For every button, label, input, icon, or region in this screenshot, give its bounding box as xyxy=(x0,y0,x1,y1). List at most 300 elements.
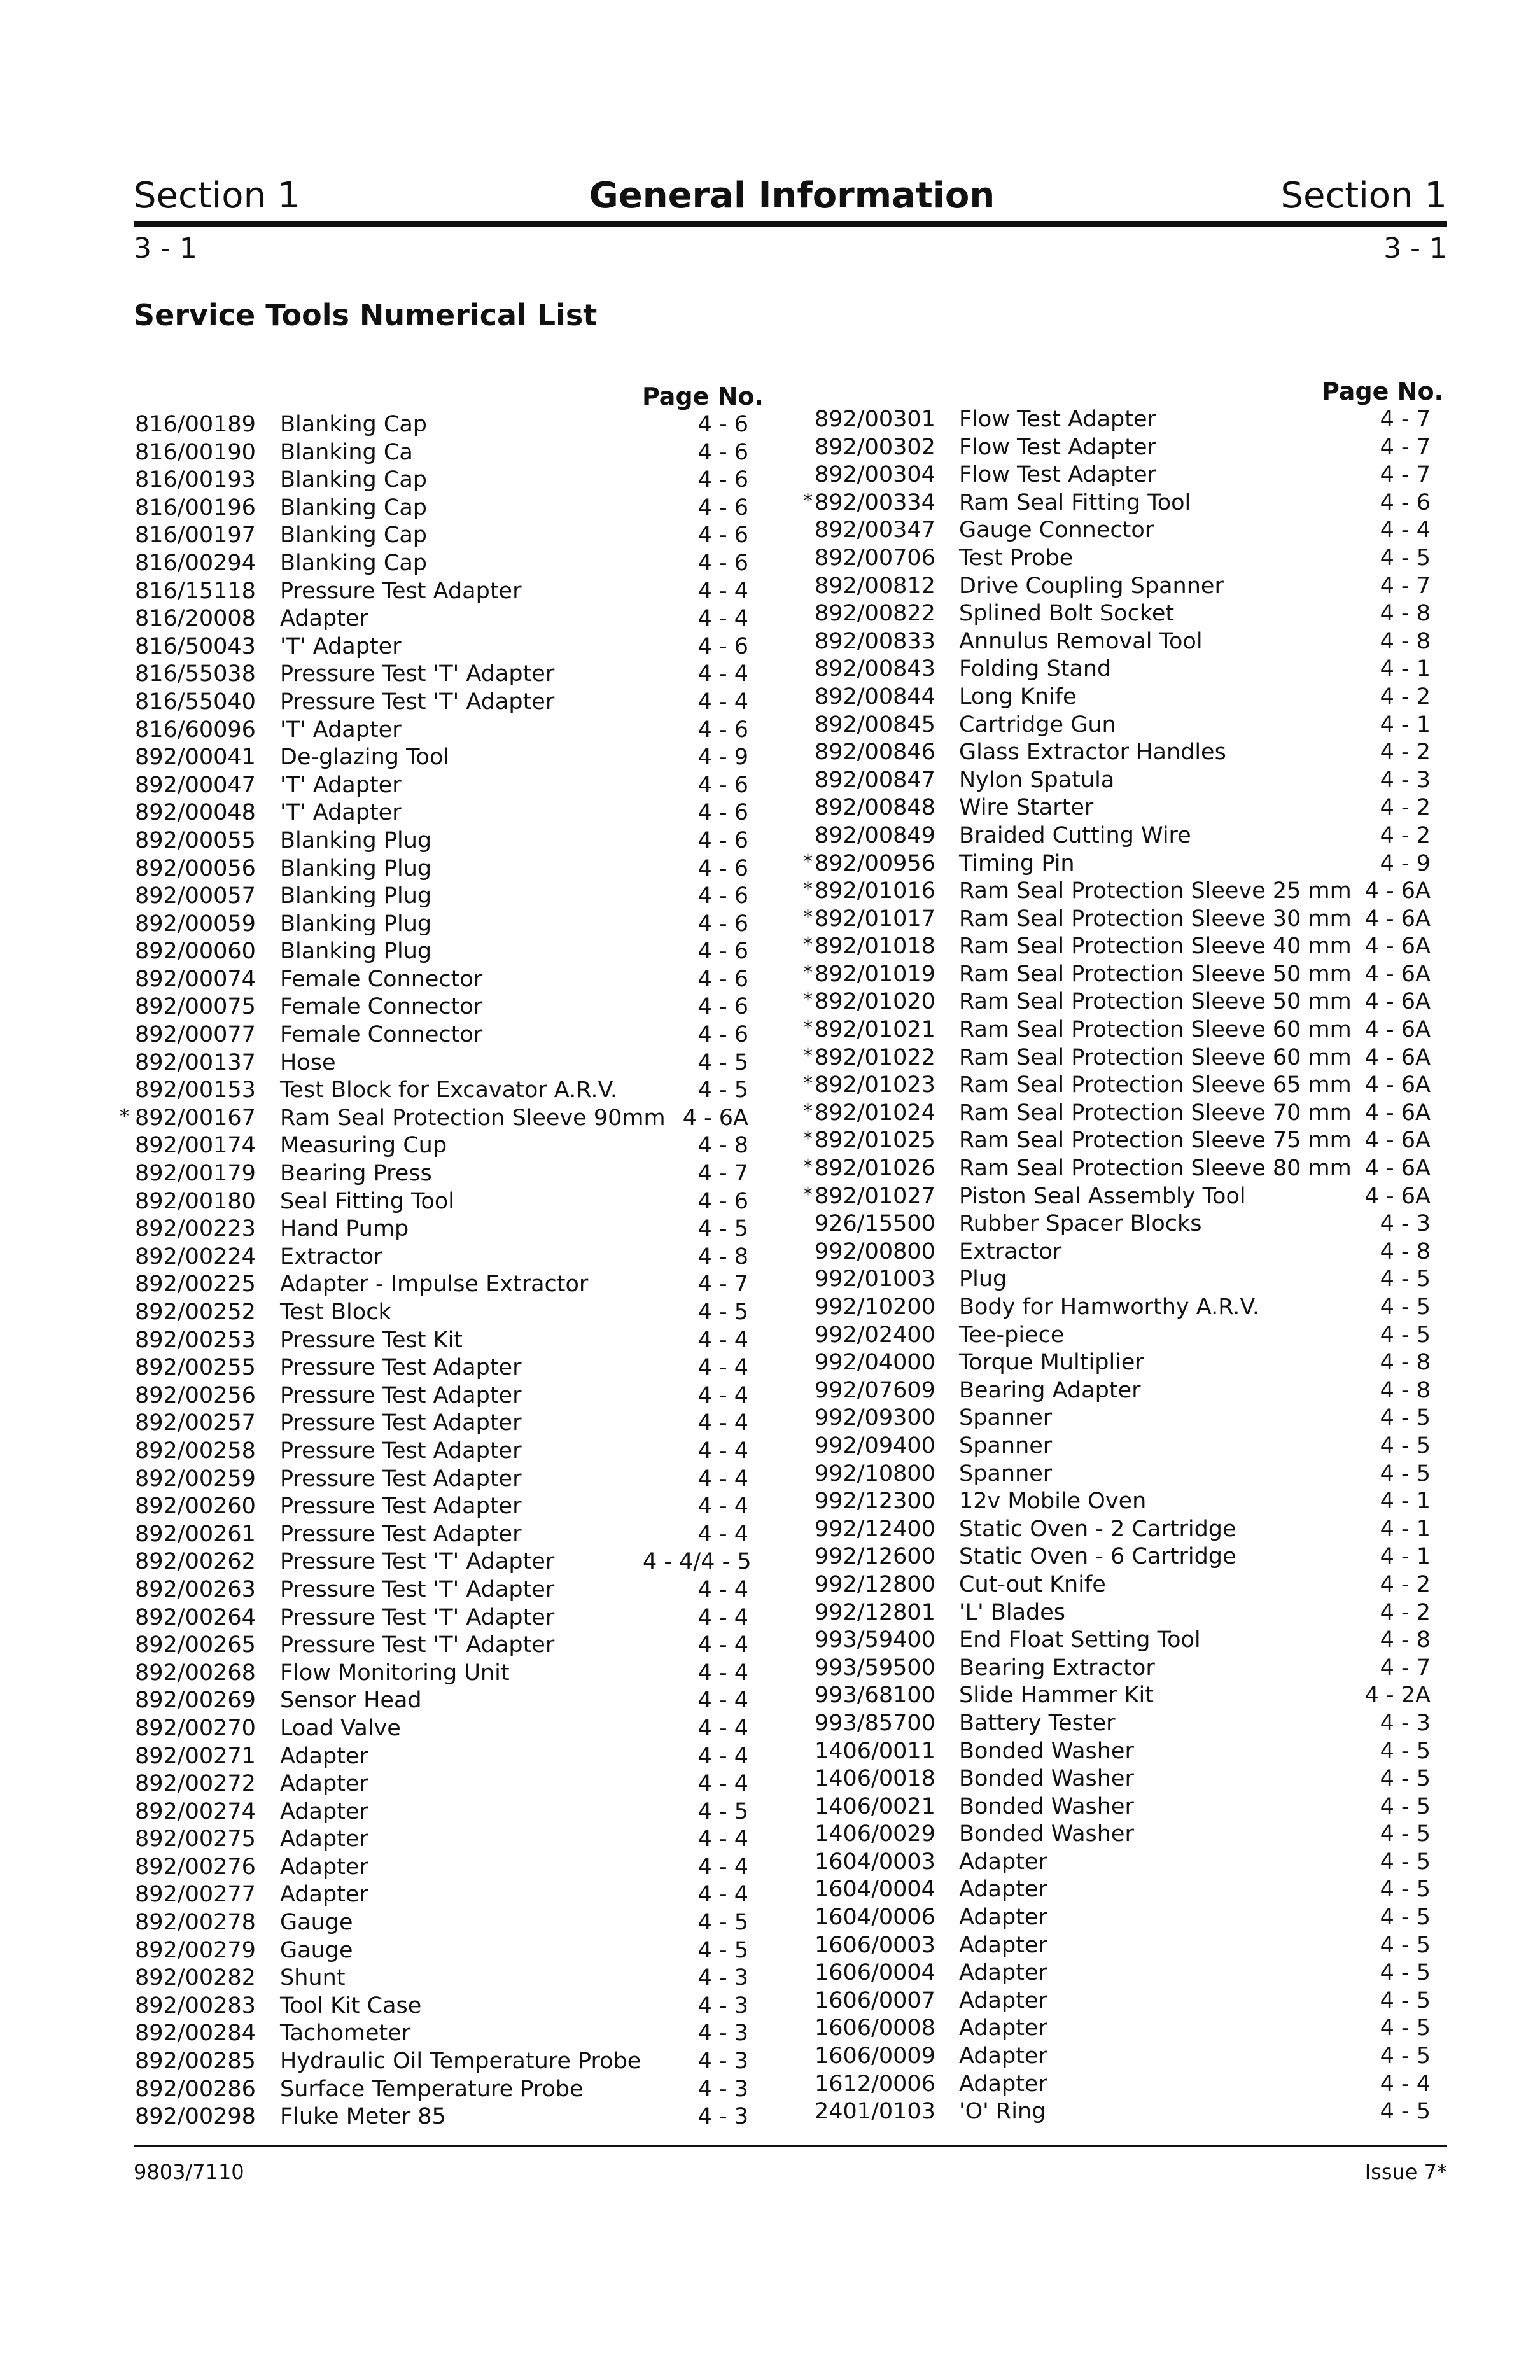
table-row xyxy=(115,966,783,994)
table-row xyxy=(795,1460,1457,1488)
revision-marker: * xyxy=(803,1072,813,1095)
part-number: 816/00189 xyxy=(135,412,256,437)
page-number: 4 - 4 xyxy=(697,1576,748,1602)
part-number: 1604/0004 xyxy=(815,1877,935,1903)
page-number: 4 - 6 xyxy=(697,855,748,881)
part-number: 1606/0008 xyxy=(815,2015,935,2041)
part-number: 892/00060 xyxy=(135,939,256,965)
page-number: 4 - 6A xyxy=(1364,961,1431,987)
tool-description: Bearing Press xyxy=(280,1161,432,1187)
table-row xyxy=(795,1543,1457,1571)
part-number: 892/00301 xyxy=(815,407,935,432)
part-number: 892/00256 xyxy=(135,1382,256,1408)
page-number: 4 - 6 xyxy=(697,911,748,937)
page-number: 4 - 5 xyxy=(1380,1266,1431,1292)
part-number: 892/00223 xyxy=(135,1216,256,1242)
part-number: 892/00822 xyxy=(815,601,935,627)
page-number: 4 - 6 xyxy=(697,522,748,549)
page-number: 4 - 6A xyxy=(1364,1128,1431,1154)
footer-rule xyxy=(134,2145,1447,2147)
page-number: 4 - 6 xyxy=(697,800,748,826)
tool-description: Blanking Plug xyxy=(280,939,432,965)
table-row xyxy=(795,822,1457,850)
part-number: 816/00196 xyxy=(135,494,256,521)
table-row xyxy=(795,573,1457,601)
tool-description: Surface Temperature Probe xyxy=(280,2076,584,2102)
page-number: 4 - 6A xyxy=(1364,989,1431,1015)
tool-description: Pressure Test Adapter xyxy=(280,1466,522,1492)
tool-description: Load Valve xyxy=(280,1715,401,1741)
tool-description: Measuring Cup xyxy=(280,1133,447,1159)
table-row xyxy=(795,517,1457,545)
part-number: 892/00848 xyxy=(815,795,935,821)
table-row xyxy=(115,1493,783,1521)
table-row xyxy=(115,2048,783,2076)
right-column xyxy=(795,377,1457,2126)
part-number: 892/01025 xyxy=(815,1128,935,1154)
part-number: 892/00845 xyxy=(815,711,935,738)
part-number: 892/00276 xyxy=(135,1854,256,1880)
part-number: 892/00286 xyxy=(135,2076,256,2102)
table-row xyxy=(115,2020,783,2048)
tool-description: Adapter xyxy=(280,1854,368,1880)
table-row xyxy=(795,1932,1457,1960)
page-number: 4 - 3 xyxy=(1380,1710,1431,1736)
part-number: 992/12400 xyxy=(815,1516,935,1542)
footer-issue: Issue 7* xyxy=(1364,2160,1447,2184)
page-number: 4 - 4 xyxy=(697,1521,748,1547)
page-number: 4 - 6 xyxy=(697,717,748,743)
table-row xyxy=(795,1765,1457,1793)
tool-description: Sensor Head xyxy=(280,1688,422,1714)
part-number: 892/00846 xyxy=(815,739,935,766)
tool-description: Adapter xyxy=(280,1743,368,1769)
page-no-header: Page No. xyxy=(1321,377,1443,405)
table-row xyxy=(115,1049,783,1077)
part-number: 892/00253 xyxy=(135,1327,256,1353)
tool-description: Ram Seal Protection Sleeve 60 mm xyxy=(959,1044,1352,1070)
table-row xyxy=(795,545,1457,573)
tool-description: Ram Seal Protection Sleeve 50 mm xyxy=(959,989,1352,1015)
page-number: 4 - 7 xyxy=(697,1161,748,1187)
part-number: 892/00277 xyxy=(135,1882,256,1908)
page-number: 4 - 4 xyxy=(697,1604,748,1630)
page-number: 4 - 6 xyxy=(697,633,748,659)
page-number: 4 - 6 xyxy=(697,772,748,798)
table-row xyxy=(795,628,1457,656)
table-row xyxy=(795,961,1457,989)
revision-marker: * xyxy=(803,989,813,1012)
part-number: 892/01018 xyxy=(815,934,935,960)
table-row xyxy=(115,1382,783,1410)
part-number: 892/00261 xyxy=(135,1521,256,1547)
page-number: 4 - 5 xyxy=(1380,1849,1431,1875)
header-section-right: Section 1 xyxy=(1280,175,1447,216)
tool-description: Extractor xyxy=(959,1238,1062,1264)
table-row xyxy=(115,689,783,717)
page-number: 4 - 3 xyxy=(1380,767,1431,793)
tool-description: Adapter xyxy=(959,1987,1047,2013)
table-row xyxy=(795,1072,1457,1100)
page-number: 4 - 1 xyxy=(1380,711,1431,738)
header-rule xyxy=(134,221,1447,227)
table-row xyxy=(115,1770,783,1798)
table-row xyxy=(115,466,783,494)
tool-description: Ram Seal Fitting Tool xyxy=(959,489,1191,515)
table-row xyxy=(115,1160,783,1188)
page-number: 4 - 5 xyxy=(1380,1793,1431,1819)
table-row xyxy=(115,883,783,911)
part-number: 892/00284 xyxy=(135,2020,256,2047)
table-row xyxy=(115,1854,783,1882)
tool-description: Flow Test Adapter xyxy=(959,407,1156,432)
tool-description: Tee-piece xyxy=(959,1322,1065,1348)
page-number: 4 - 6 xyxy=(697,494,748,521)
part-number: 993/59400 xyxy=(815,1627,935,1653)
header-title: General Information xyxy=(589,175,995,216)
tool-description: Ram Seal Protection Sleeve 75 mm xyxy=(959,1128,1352,1154)
part-number: 892/00059 xyxy=(135,911,256,937)
page-number: 4 - 6A xyxy=(1364,934,1431,960)
part-number: 816/15118 xyxy=(135,578,256,604)
part-number: 892/00180 xyxy=(135,1188,256,1214)
table-row xyxy=(795,1793,1457,1821)
page-number: 4 - 6 xyxy=(1380,489,1431,515)
part-number: 1406/0029 xyxy=(815,1821,935,1847)
page-number: 4 - 6 xyxy=(697,827,748,853)
page-number: 4 - 3 xyxy=(1380,1211,1431,1237)
part-number: 892/01016 xyxy=(815,878,935,904)
page-number: 4 - 3 xyxy=(697,2104,748,2130)
page-number: 4 - 5 xyxy=(697,1937,748,1963)
page-number: 4 - 6A xyxy=(1364,906,1431,932)
tool-description: Blanking Cap xyxy=(280,412,427,437)
revision-marker: * xyxy=(803,1183,813,1206)
tool-description: Spanner xyxy=(959,1405,1053,1431)
page-number: 4 - 5 xyxy=(697,1049,748,1075)
table-row xyxy=(795,1210,1457,1238)
page-no-header: Page No. xyxy=(641,382,764,410)
tool-description: Ram Seal Protection Sleeve 25 mm xyxy=(959,878,1352,904)
tool-description: Body for Hamworthy A.R.V. xyxy=(959,1294,1259,1320)
tool-description: Braided Cutting Wire xyxy=(959,822,1191,848)
table-row xyxy=(115,1992,783,2020)
page-number: 4 - 6A xyxy=(1364,878,1431,904)
table-row xyxy=(795,683,1457,711)
page-number: 4 - 6 xyxy=(697,883,748,909)
page-number: 4 - 6 xyxy=(697,467,748,493)
part-number: 892/00275 xyxy=(135,1826,256,1852)
page-number: 4 - 2 xyxy=(1380,683,1431,710)
page-number: 4 - 5 xyxy=(1380,1294,1431,1320)
page-number: 4 - 5 xyxy=(697,1910,748,1936)
part-number: 892/00849 xyxy=(815,822,935,848)
tool-description: Flow Test Adapter xyxy=(959,462,1156,488)
page-number: 4 - 6A xyxy=(1364,1017,1431,1043)
tool-description: Static Oven - 2 Cartridge xyxy=(959,1516,1236,1542)
part-number: 892/00259 xyxy=(135,1466,256,1492)
part-number: 1606/0004 xyxy=(815,1960,935,1986)
part-number: 992/12600 xyxy=(815,1544,935,1570)
tool-description: Test Probe xyxy=(959,545,1074,571)
tool-description: 12v Mobile Oven xyxy=(959,1488,1147,1515)
page-number: 4 - 4 xyxy=(697,1327,748,1353)
page-number: 4 - 5 xyxy=(1380,1460,1431,1487)
page-number: 4 - 6 xyxy=(697,550,748,576)
part-number: 1606/0007 xyxy=(815,1987,935,2013)
table-row xyxy=(795,1516,1457,1544)
tool-description: Ram Seal Protection Sleeve 65 mm xyxy=(959,1072,1352,1098)
table-row xyxy=(795,1044,1457,1072)
page-number: 4 - 7 xyxy=(1380,434,1431,460)
part-number: 816/00294 xyxy=(135,550,256,576)
part-number: 1406/0021 xyxy=(815,1793,935,1819)
tool-description: Bearing Adapter xyxy=(959,1377,1141,1403)
page-number: 4 - 4 xyxy=(697,689,748,715)
page-number: 4 - 6A xyxy=(1364,1100,1431,1126)
table-row xyxy=(115,1327,783,1355)
part-number: 892/00225 xyxy=(135,1271,256,1298)
table-row xyxy=(795,461,1457,489)
table-row xyxy=(795,2071,1457,2099)
tool-description: Adapter - Impulse Extractor xyxy=(280,1271,589,1298)
page-number: 4 - 9 xyxy=(1380,850,1431,876)
page-number: 4 - 4 xyxy=(697,1688,748,1714)
page-number: 4 - 2 xyxy=(1380,822,1431,848)
part-number: 992/07609 xyxy=(815,1377,935,1403)
tool-description: Ram Seal Protection Sleeve 30 mm xyxy=(959,906,1352,932)
tool-description: Adapter xyxy=(959,1877,1047,1903)
page-number: 4 - 3 xyxy=(697,1992,748,2019)
page-number: 4 - 4 xyxy=(1380,2071,1431,2097)
table-row xyxy=(795,1571,1457,1599)
part-number: 892/00844 xyxy=(815,683,935,710)
part-number: 892/00812 xyxy=(815,573,935,599)
page-number: 4 - 4 xyxy=(697,1355,748,1381)
page-number: 4 - 5 xyxy=(1380,1322,1431,1348)
part-number: 892/00077 xyxy=(135,1022,256,1048)
tool-description: Adapter xyxy=(280,1771,368,1797)
tool-description: Pressure Test 'T' Adapter xyxy=(280,1576,555,1602)
revision-marker: * xyxy=(803,934,813,956)
page-number: 4 - 5 xyxy=(1380,1932,1431,1958)
tool-description: Pressure Test Adapter xyxy=(280,1382,522,1408)
tool-description: Adapter xyxy=(280,1882,368,1908)
tool-description: Blanking Plug xyxy=(280,911,432,937)
table-row xyxy=(795,794,1457,822)
page-number: 4 - 2 xyxy=(1380,1599,1431,1625)
table-row xyxy=(115,1215,783,1243)
part-number: 892/00137 xyxy=(135,1049,256,1075)
list-title: Service Tools Numerical List xyxy=(134,298,598,332)
part-number: 892/00283 xyxy=(135,1992,256,2019)
table-row xyxy=(115,1105,783,1133)
table-row xyxy=(115,1964,783,1992)
page-number: 4 - 1 xyxy=(1380,656,1431,682)
part-number: 892/00956 xyxy=(815,850,935,876)
tool-description: Cartridge Gun xyxy=(959,711,1116,738)
table-row xyxy=(115,1937,783,1965)
tool-description: Rubber Spacer Blocks xyxy=(959,1211,1202,1237)
tool-description: Flow Test Adapter xyxy=(959,434,1156,460)
page-number: 4 - 4 xyxy=(697,661,748,687)
part-number: 892/00262 xyxy=(135,1549,256,1575)
tool-description: Adapter xyxy=(959,1960,1047,1986)
tool-description: Pressure Test Adapter xyxy=(280,1521,522,1547)
part-number: 816/60096 xyxy=(135,717,256,743)
part-number: 892/00167 xyxy=(135,1105,256,1131)
tool-description: Blanking Cap xyxy=(280,467,427,493)
tool-description: End Float Setting Tool xyxy=(959,1627,1201,1653)
table-row xyxy=(795,1599,1457,1627)
table-row xyxy=(115,1271,783,1299)
table-row xyxy=(115,1521,783,1549)
table-row xyxy=(115,1466,783,1494)
tool-description: Ram Seal Protection Sleeve 80 mm xyxy=(959,1156,1352,1182)
part-number: 816/55040 xyxy=(135,689,256,715)
tool-description: Battery Tester xyxy=(959,1710,1116,1736)
part-number: 992/00800 xyxy=(815,1238,935,1264)
table-row xyxy=(115,1826,783,1854)
page-number: 4 - 4 xyxy=(697,578,748,604)
table-row xyxy=(115,827,783,855)
part-number: 892/00264 xyxy=(135,1604,256,1630)
table-row xyxy=(795,1127,1457,1155)
part-number: 892/00257 xyxy=(135,1410,256,1436)
table-row xyxy=(115,772,783,800)
part-number: 892/00252 xyxy=(135,1299,256,1325)
table-row xyxy=(795,1432,1457,1460)
table-row xyxy=(795,1627,1457,1655)
tool-description: Long Knife xyxy=(959,683,1077,710)
tool-description: Gauge xyxy=(280,1910,353,1936)
tool-description: Tachometer xyxy=(280,2020,411,2047)
tool-description: Extractor xyxy=(280,1243,383,1270)
tool-description: Ram Seal Protection Sleeve 50 mm xyxy=(959,961,1352,987)
page-number: 4 - 5 xyxy=(1380,2099,1431,2125)
tool-description: De-glazing Tool xyxy=(280,745,450,771)
page-number: 4 - 2A xyxy=(1364,1683,1431,1709)
page-number: 4 - 1 xyxy=(1380,1488,1431,1515)
table-row xyxy=(115,522,783,550)
page-number: 4 - 8 xyxy=(1380,628,1431,654)
revision-marker: * xyxy=(803,1044,813,1067)
part-number: 992/12800 xyxy=(815,1571,935,1597)
table-row xyxy=(115,938,783,966)
part-number: 892/00265 xyxy=(135,1632,256,1658)
part-number: 992/12300 xyxy=(815,1488,935,1515)
tool-description: Pressure Test 'T' Adapter xyxy=(280,1549,555,1575)
part-number: 892/00282 xyxy=(135,1965,256,1991)
table-row xyxy=(795,2015,1457,2043)
part-number: 892/01027 xyxy=(815,1183,935,1209)
tool-description: Test Block for Excavator A.R.V. xyxy=(280,1077,618,1103)
revision-marker: * xyxy=(803,878,813,901)
part-number: 892/00179 xyxy=(135,1161,256,1187)
page-number: 4 - 6 xyxy=(697,1188,748,1214)
table-row xyxy=(795,1404,1457,1432)
page-number: 4 - 5 xyxy=(1380,1905,1431,1931)
table-row xyxy=(795,434,1457,462)
part-number: 892/00271 xyxy=(135,1743,256,1769)
table-row xyxy=(795,1821,1457,1849)
table-row xyxy=(115,1798,783,1826)
part-number: 892/01023 xyxy=(815,1072,935,1098)
page-number: 4 - 1 xyxy=(1380,1516,1431,1542)
table-row xyxy=(795,739,1457,767)
page-number: 4 - 5 xyxy=(1380,545,1431,571)
tool-description: Pressure Test Adapter xyxy=(280,578,522,604)
page-number: 4 - 6A xyxy=(682,1105,748,1131)
page-number: 4 - 5 xyxy=(1380,2043,1431,2069)
table-row xyxy=(795,2098,1457,2126)
part-number: 992/09400 xyxy=(815,1432,935,1459)
table-row xyxy=(115,494,783,522)
tool-description: Pressure Test Adapter xyxy=(280,1355,522,1381)
table-row xyxy=(795,878,1457,906)
table-row xyxy=(115,1909,783,1937)
tool-description: Tool Kit Case xyxy=(280,1992,422,2019)
page-number: 4 - 4 xyxy=(697,1632,748,1658)
part-number: 992/09300 xyxy=(815,1405,935,1431)
tool-description: 'L' Blades xyxy=(959,1599,1066,1625)
page-number: 4 - 8 xyxy=(1380,1377,1431,1403)
table-row xyxy=(115,439,783,467)
tool-description: Ram Seal Protection Sleeve 90mm xyxy=(280,1105,666,1131)
part-number: 892/00047 xyxy=(135,772,256,798)
part-number: 892/00057 xyxy=(135,883,256,909)
tool-description: Pressure Test Kit xyxy=(280,1327,463,1353)
part-number: 816/50043 xyxy=(135,633,256,659)
page-number: 4 - 6A xyxy=(1364,1156,1431,1182)
table-row xyxy=(115,1576,783,1604)
tool-description: Adapter xyxy=(959,1905,1047,1931)
part-number: 993/85700 xyxy=(815,1710,935,1736)
tool-description: Bonded Washer xyxy=(959,1766,1134,1792)
page-number: 4 - 5 xyxy=(697,1216,748,1242)
page-number: 4 - 4 xyxy=(697,1660,748,1686)
table-row xyxy=(795,933,1457,961)
table-row xyxy=(795,1377,1457,1405)
page-number: 4 - 4 xyxy=(697,1826,748,1852)
table-row xyxy=(795,1849,1457,1877)
table-row xyxy=(115,1410,783,1438)
page-number: 4 - 5 xyxy=(1380,1766,1431,1792)
page-number: 4 - 1 xyxy=(1380,1544,1431,1570)
page-number: 4 - 5 xyxy=(1380,2015,1431,2041)
part-number: 992/04000 xyxy=(815,1350,935,1376)
table-row xyxy=(115,744,783,772)
tool-description: Pressure Test 'T' Adapter xyxy=(280,661,555,687)
tool-description: Adapter xyxy=(959,1849,1047,1875)
tool-description: Female Connector xyxy=(280,1022,483,1048)
table-row xyxy=(115,1660,783,1688)
table-row xyxy=(115,1632,783,1660)
page-number: 4 - 4 xyxy=(697,1494,748,1520)
page-number: 4 - 5 xyxy=(1380,1987,1431,2013)
table-row xyxy=(115,605,783,633)
table-row xyxy=(795,1710,1457,1738)
table-row xyxy=(115,633,783,661)
part-number: 816/00197 xyxy=(135,522,256,549)
table-row xyxy=(115,2103,783,2131)
page-number: 4 - 6 xyxy=(697,412,748,437)
part-number: 993/59500 xyxy=(815,1655,935,1681)
table-row xyxy=(795,1238,1457,1266)
table-row xyxy=(115,1354,783,1382)
page-number: 4 - 3 xyxy=(697,1965,748,1991)
table-row xyxy=(115,2076,783,2104)
